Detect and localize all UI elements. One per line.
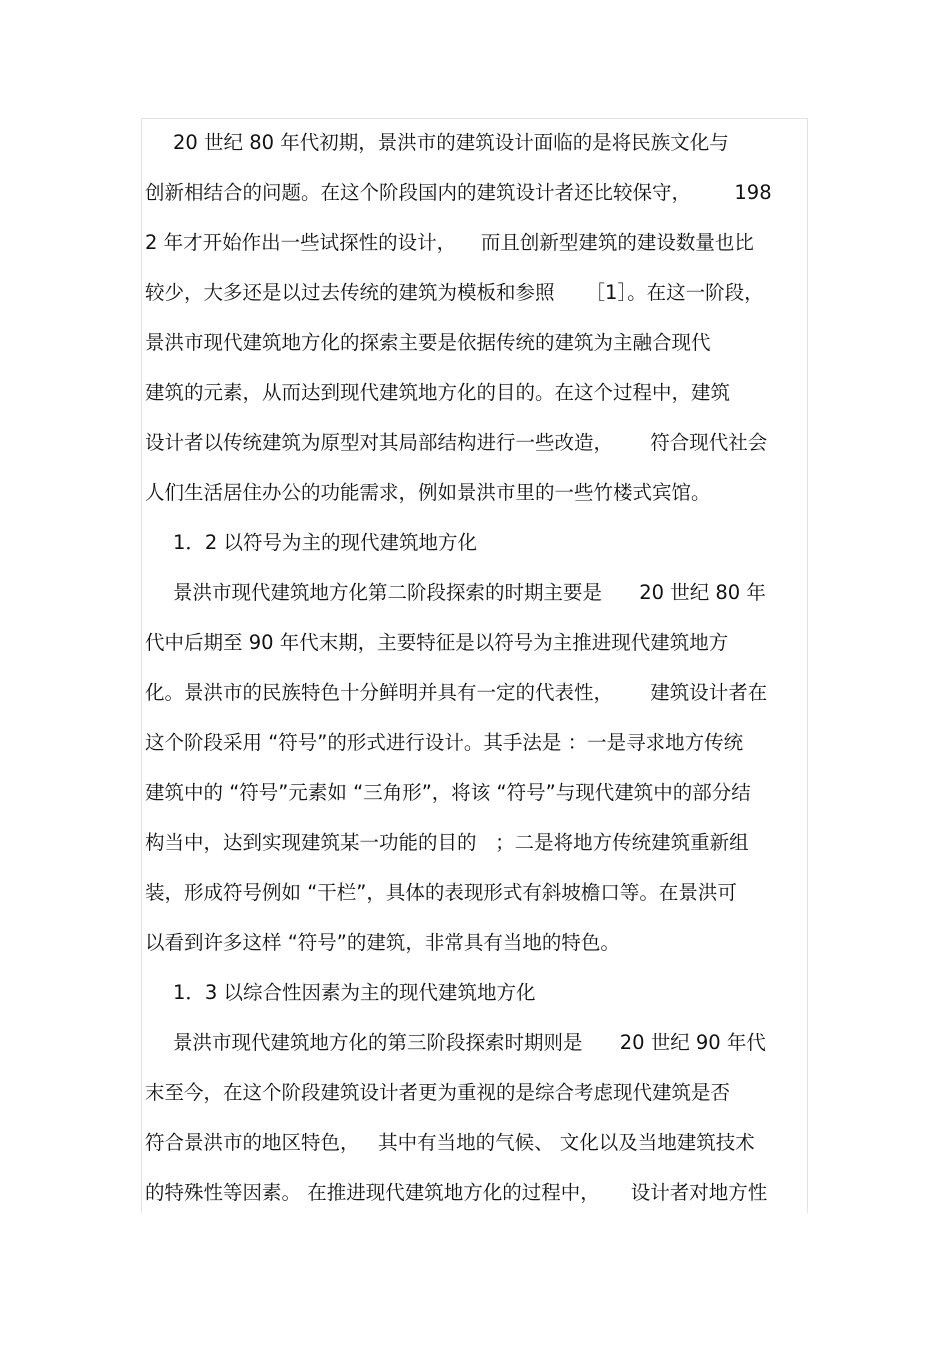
paragraph-line: 景洪市现代建筑地方化的第三阶段探索时期则是 20 世纪 90 年代 bbox=[173, 1031, 766, 1054]
paragraph-line: 的特殊性等因素。 在推进现代建筑地方化的过程中， 设计者对地方性 bbox=[145, 1181, 768, 1204]
paragraph-line: 人们生活居住办公的功能需求，例如景洪市里的一些竹楼式宾馆。 bbox=[145, 481, 711, 504]
paragraph-line: 构当中，达到实现建筑某一功能的目的 ；二是将地方传统建筑重新组 bbox=[145, 831, 749, 854]
paragraph-line: 这个阶段采用 “符号”的形式进行设计。其手法是 ：一是寻求地方传统 bbox=[145, 731, 744, 754]
paragraph-line: 建筑中的 “符号”元素如 “三角形”，将该 “符号”与现代建筑中的部分结 bbox=[145, 781, 751, 804]
section-heading: 1．3 以综合性因素为主的现代建筑地方化 bbox=[173, 981, 536, 1004]
paragraph-line: 代中后期至 90 年代末期，主要特征是以符号为主推进现代建筑地方 bbox=[145, 631, 729, 654]
paragraph-line: 末至今，在这个阶段建筑设计者更为重视的是综合考虑现代建筑是否 bbox=[145, 1081, 731, 1104]
paragraph-line: 2 年才开始作出一些试探性的设计， 而且创新型建筑的建设数量也比 bbox=[145, 231, 754, 254]
paragraph-line: 设计者以传统建筑为原型对其局部结构进行一些改造， 符合现代社会 bbox=[145, 431, 768, 454]
paragraph-line: 符合景洪市的地区特色， 其中有当地的气候、 文化以及当地建筑技术 bbox=[145, 1131, 755, 1154]
paragraph-line: 建筑的元素，从而达到现代建筑地方化的目的。在这个过程中，建筑 bbox=[145, 381, 731, 404]
paragraph-line: 化。景洪市的民族特色十分鲜明并具有一定的代表性， 建筑设计者在 bbox=[145, 681, 768, 704]
paragraph-line: 景洪市现代建筑地方化的探索主要是依据传统的建筑为主融合现代 bbox=[145, 331, 711, 354]
paragraph-line: 20 世纪 80 年代初期，景洪市的建筑设计面临的是将民族文化与 bbox=[173, 131, 729, 154]
paragraph-line: 景洪市现代建筑地方化第二阶段探索的时期主要是 20 世纪 80 年 bbox=[173, 581, 766, 604]
paragraph-line: 装，形成符号例如 “干栏”，具体的表现形式有斜坡檐口等。在景洪可 bbox=[145, 881, 737, 904]
section-heading: 1．2 以符号为主的现代建筑地方化 bbox=[173, 531, 478, 554]
paragraph-line: 以看到许多这样 “符号”的建筑，非常具有当地的特色。 bbox=[145, 931, 620, 954]
paragraph-line: 创新相结合的问题。在这个阶段国内的建筑设计者还比较保守， 198 bbox=[145, 181, 772, 204]
paragraph-line: 较少，大多还是以过去传统的建筑为模板和参照 ［1］。在这一阶段， bbox=[145, 281, 764, 304]
